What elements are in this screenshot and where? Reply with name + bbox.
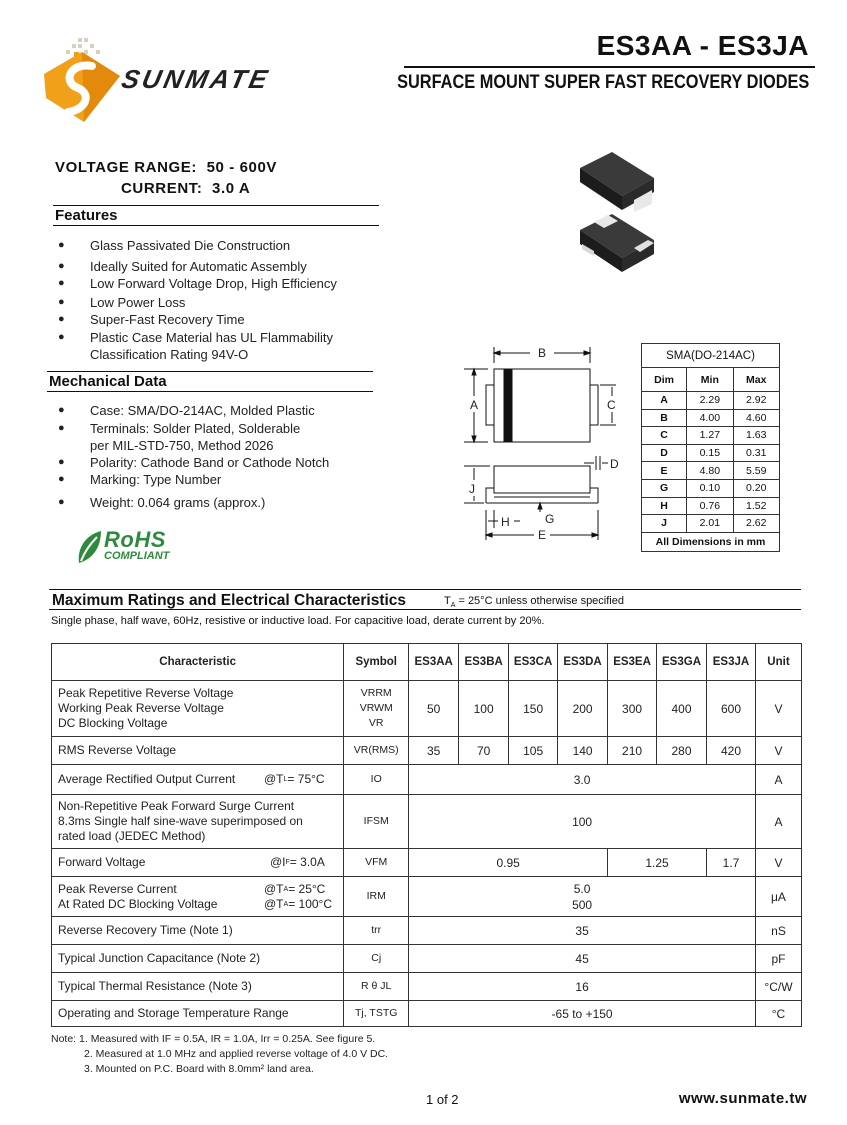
rohs-text: RoHS <box>104 527 166 552</box>
value-cell: 140 <box>558 737 608 765</box>
dim-label-d: D <box>610 457 619 471</box>
mechanical-top-rule <box>47 371 373 372</box>
package-dimension-drawing <box>455 343 630 548</box>
unit-cell: nS <box>755 917 801 945</box>
symbol-line: VRWM <box>359 702 393 714</box>
table-row <box>642 497 780 515</box>
symbol-cell: Cj <box>344 945 409 973</box>
value-cell: 150 <box>509 681 558 737</box>
list-item-continuation: per MIL-STD-750, Method 2026 <box>90 438 274 453</box>
symbol-line: VRRM <box>360 687 392 699</box>
condition-text <box>264 882 325 897</box>
cond-symbol: @I <box>270 855 286 869</box>
note-line: 3. Mounted on P.C. Board with 8.0mm² land area. <box>84 1063 314 1075</box>
part-header: ES3DA <box>558 644 608 681</box>
unit-cell: μA <box>755 877 801 917</box>
voltage-range-value: 50 - 600V <box>206 159 278 176</box>
unit-cell: A <box>755 795 801 849</box>
dimensions-footer: All Dimensions in mm <box>642 532 780 551</box>
dim-cell: B <box>642 409 687 427</box>
dim-header: Dim <box>642 368 687 392</box>
notes <box>51 1032 388 1077</box>
value-cell: 105 <box>509 737 558 765</box>
char-line: Average Rectified Output Current <box>58 772 236 786</box>
table-row <box>52 795 802 849</box>
symbol-cell: IRM <box>344 877 409 917</box>
cond-value: = 3.0A <box>289 855 325 869</box>
value-cell: 35 <box>409 737 459 765</box>
table-row <box>642 479 780 497</box>
table-row <box>52 973 802 1001</box>
max-cell: 4.60 <box>733 409 779 427</box>
dim-cell: G <box>642 479 687 497</box>
value-cell: 200 <box>558 681 608 737</box>
dim-label-b: B <box>538 346 547 360</box>
part-header: ES3GA <box>657 644 707 681</box>
value-cell: 600 <box>707 681 756 737</box>
unit-cell: V <box>755 681 801 737</box>
value-cell: 45 <box>409 945 756 973</box>
characteristic-cell <box>52 765 344 795</box>
current-label: CURRENT: <box>121 180 203 197</box>
unit-cell: °C <box>755 1001 801 1027</box>
characteristic-cell <box>52 681 344 737</box>
ratings-bottom-rule <box>49 609 801 610</box>
dim-label-g: G <box>545 512 555 526</box>
features-top-rule <box>53 205 379 206</box>
value-cell: 0.95 <box>409 849 608 877</box>
symbol-header: Symbol <box>344 644 409 681</box>
table-row <box>52 765 802 795</box>
dim-label-h: H <box>501 515 510 529</box>
min-cell: 2.01 <box>687 515 733 533</box>
table-header-row <box>52 644 802 681</box>
char-line: DC Blocking Voltage <box>58 716 168 730</box>
part-header: ES3BA <box>459 644 509 681</box>
symbol-cell: trr <box>344 917 409 945</box>
max-cell: 1.52 <box>733 497 779 515</box>
dim-label-e: E <box>538 528 547 542</box>
condition-text <box>264 765 325 794</box>
ratings-condition <box>444 595 624 609</box>
list-item: ● Low Power Loss <box>55 294 185 311</box>
characteristic-cell: Operating and Storage Temperature Range <box>52 1001 344 1027</box>
value-line: 500 <box>572 897 593 912</box>
min-cell: 0.10 <box>687 479 733 497</box>
table-row <box>52 681 802 737</box>
table-row <box>52 877 802 917</box>
brand-name: SUNMATE <box>118 64 273 94</box>
value-cell: 400 <box>657 681 707 737</box>
char-line: Peak Repetitive Reverse Voltage <box>58 686 234 700</box>
list-item: ● Polarity: Cathode Band or Cathode Notch <box>55 454 329 471</box>
min-cell: 2.29 <box>687 392 733 410</box>
characteristic-cell: Typical Junction Capacitance (Note 2) <box>52 945 344 973</box>
condition-text <box>270 849 325 876</box>
max-cell: 0.20 <box>733 479 779 497</box>
part-header: ES3AA <box>409 644 459 681</box>
rohs-logo <box>104 529 169 562</box>
mechanical-title: Mechanical Data <box>49 373 167 390</box>
voltage-range-label: VOLTAGE RANGE: <box>55 159 198 176</box>
characteristic-cell <box>52 849 344 877</box>
min-header: Min <box>687 368 733 392</box>
header-rule <box>404 66 815 68</box>
value-cell: 280 <box>657 737 707 765</box>
characteristic-cell: Reverse Recovery Time (Note 1) <box>52 917 344 945</box>
ta-symbol: T <box>444 595 451 607</box>
note-line: Note: 1. Measured with IF = 0.5A, IR = 1.0A, Irr = 0.25A. See figure 5. <box>51 1033 376 1045</box>
list-item: ● Super-Fast Recovery Time <box>55 311 245 328</box>
min-cell: 0.76 <box>687 497 733 515</box>
rohs-compliant-text: COMPLIANT <box>104 550 170 562</box>
max-cell: 2.62 <box>733 515 779 533</box>
part-header: ES3CA <box>509 644 558 681</box>
cond-subscript: L <box>283 776 288 783</box>
list-item-continuation: Classification Rating 94V-O <box>90 347 249 362</box>
cond-symbol: @T <box>264 896 284 911</box>
rohs-leaf-icon <box>75 529 103 565</box>
website-link[interactable]: www.sunmate.tw <box>678 1090 807 1107</box>
min-cell: 4.00 <box>687 409 733 427</box>
value-cell: 210 <box>608 737 657 765</box>
dimensions-caption: SMA(DO-214AC) <box>642 344 780 368</box>
value-cell: -65 to +150 <box>409 1001 756 1027</box>
condition-text <box>264 897 332 912</box>
value-cell: 35 <box>409 917 756 945</box>
value-cell: 300 <box>608 681 657 737</box>
unit-header: Unit <box>755 644 801 681</box>
value-cell: 3.0 <box>409 765 756 795</box>
ratings-title: Maximum Ratings and Electrical Characteristics <box>52 592 407 609</box>
table-row <box>642 462 780 480</box>
dimensions-table <box>641 343 780 552</box>
unit-cell: V <box>755 849 801 877</box>
product-subtitle: SURFACE MOUNT SUPER FAST RECOVERY DIODES <box>396 72 809 93</box>
symbol-cell: R θ JL <box>344 973 409 1001</box>
list-item: ● Terminals: Solder Plated, Solderable <box>55 420 300 437</box>
min-cell: 0.15 <box>687 444 733 462</box>
symbol-cell: Tj, TSTG <box>344 1001 409 1027</box>
value-cell: 16 <box>409 973 756 1001</box>
electrical-characteristics-table <box>51 643 802 1027</box>
max-cell: 1.63 <box>733 427 779 445</box>
value-cell: 100 <box>459 681 509 737</box>
symbol-line: VR <box>368 717 384 729</box>
symbol-cell: IO <box>344 765 409 795</box>
characteristic-cell: RMS Reverse Voltage <box>52 737 344 765</box>
list-item: ● Plastic Case Material has UL Flammability <box>55 329 333 346</box>
table-row <box>642 427 780 445</box>
diode-package-photo <box>572 148 662 288</box>
max-cell: 5.59 <box>733 462 779 480</box>
cond-value: = 25°C <box>288 881 326 896</box>
table-row <box>642 444 780 462</box>
max-cell: 0.31 <box>733 444 779 462</box>
char-line: Peak Reverse Current <box>58 881 177 896</box>
char-line: Working Peak Reverse Voltage <box>58 701 224 715</box>
ratings-top-rule <box>49 589 801 590</box>
cond-value: = 100°C <box>288 896 333 911</box>
dim-cell: A <box>642 392 687 410</box>
cond-value: = 75°C <box>287 772 325 786</box>
list-item: ● Weight: 0.064 grams (approx.) <box>55 494 265 511</box>
char-line: rated load (JEDEC Method) <box>58 829 206 843</box>
characteristic-cell <box>52 795 344 849</box>
list-item: ● Ideally Suited for Automatic Assembly <box>55 258 307 275</box>
dim-label-c: C <box>607 398 616 412</box>
mechanical-bottom-rule <box>47 391 373 392</box>
value-cell: 1.25 <box>608 849 707 877</box>
table-row <box>642 392 780 410</box>
cond-subscript: A <box>283 900 289 908</box>
ta-condition-text: = 25°C unless otherwise specified <box>455 595 624 607</box>
table-row <box>642 409 780 427</box>
max-cell: 2.92 <box>733 392 779 410</box>
current-value: 3.0 A <box>212 180 251 197</box>
dim-cell: E <box>642 462 687 480</box>
dim-label-j: J <box>469 482 475 496</box>
symbol-cell: VFM <box>344 849 409 877</box>
dim-cell: D <box>642 444 687 462</box>
char-line: 8.3ms Single half sine-wave superimposed on <box>58 814 303 828</box>
char-line: At Rated DC Blocking Voltage <box>58 896 218 911</box>
features-bottom-rule <box>53 225 379 226</box>
voltage-range <box>55 159 277 176</box>
min-cell: 1.27 <box>687 427 733 445</box>
table-row <box>52 849 802 877</box>
symbol-cell <box>344 681 409 737</box>
sunmate-logo-icon <box>40 36 124 124</box>
dim-cell: J <box>642 515 687 533</box>
ta-subscript: A <box>450 602 456 610</box>
list-item: ● Case: SMA/DO-214AC, Molded Plastic <box>55 402 315 419</box>
cond-subscript: A <box>283 885 289 893</box>
list-item: ● Glass Passivated Die Construction <box>55 237 290 254</box>
table-row <box>52 917 802 945</box>
value-cell <box>409 877 756 917</box>
dim-cell: C <box>642 427 687 445</box>
cond-subscript: F <box>285 859 290 866</box>
value-line: 5.0 <box>573 881 591 896</box>
page-number: 1 of 2 <box>426 1092 459 1107</box>
table-row <box>52 1001 802 1027</box>
min-cell: 4.80 <box>687 462 733 480</box>
max-header: Max <box>733 368 779 392</box>
symbol-cell: IFSM <box>344 795 409 849</box>
value-cell: 70 <box>459 737 509 765</box>
list-item: ● Marking: Type Number <box>55 471 221 488</box>
part-header: ES3EA <box>608 644 657 681</box>
features-title: Features <box>55 207 118 224</box>
dim-cell: H <box>642 497 687 515</box>
table-row <box>52 945 802 973</box>
list-item: ● Low Forward Voltage Drop, High Efficiency <box>55 275 337 292</box>
cond-symbol: @T <box>264 772 284 786</box>
symbol-cell: VR(RMS) <box>344 737 409 765</box>
unit-cell: pF <box>755 945 801 973</box>
characteristic-cell <box>52 877 344 917</box>
unit-cell: °C/W <box>755 973 801 1001</box>
cond-symbol: @T <box>264 881 284 896</box>
value-cell: 1.7 <box>707 849 756 877</box>
value-cell: 50 <box>409 681 459 737</box>
unit-cell: V <box>755 737 801 765</box>
characteristic-header: Characteristic <box>52 644 344 681</box>
value-cell: 420 <box>707 737 756 765</box>
dim-label-a: A <box>470 398 479 412</box>
table-row <box>642 515 780 533</box>
ratings-note: Single phase, half wave, 60Hz, resistive or inductive load. For capacitive load, derate current by 20%. <box>51 615 545 627</box>
characteristic-cell: Typical Thermal Resistance (Note 3) <box>52 973 344 1001</box>
char-line: Forward Voltage <box>58 855 146 869</box>
value-cell: 100 <box>409 795 756 849</box>
char-line: Non-Repetitive Peak Forward Surge Current <box>58 799 295 813</box>
part-header: ES3JA <box>707 644 756 681</box>
note-line: 2. Measured at 1.0 MHz and applied reverse voltage of 4.0 V DC. <box>84 1048 389 1060</box>
part-range-title: ES3AA - ES3JA <box>596 30 809 61</box>
unit-cell: A <box>755 765 801 795</box>
current-range <box>121 180 250 197</box>
table-row <box>52 737 802 765</box>
